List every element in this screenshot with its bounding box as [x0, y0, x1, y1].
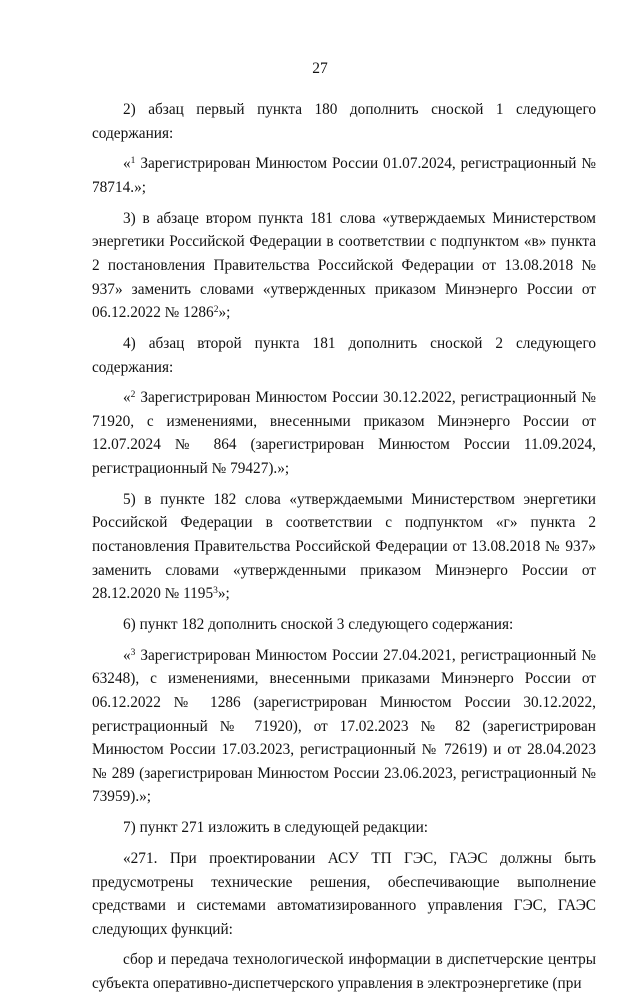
- paragraph: [92, 644, 596, 809]
- paragraph-text: 4) абзац второй пункта 181 дополнить сноской 2 следующего содержания:: [92, 334, 596, 376]
- paragraph-text: Зарегистрирован Минюстом России 27.04.2021, регистрационный № 63248), с изменениями, внесенными приказами Минэнерго России от 06.12.2022 № 1286 (зарегистрирован Минюстом России 30.12.2022, регистрационный № 71920), от 17.02.2023 № 82 (зарегистрирован Минюстом России 17.03.2023, регистрационный № 72619) и от 28.04.2023 № 289 (зарегистрирован Минюстом России 23.06.2023, регистрационный № 73959).»;: [92, 646, 596, 806]
- paragraph-text: 5) в пункте 182 слова «утверждаемыми Министерством энергетики Российской Федерации в соответствии с подпунктом «г» пункта 2 постановления Правительства Российской Федерации от 13.08.2018 № 937» заменить словами «утвержденными приказом Минэнерго России от 28.12.2020 № 1195: [92, 490, 596, 603]
- paragraph: [92, 847, 596, 941]
- paragraph-text: »;: [218, 304, 231, 322]
- footnote-marker: 1: [130, 156, 136, 167]
- page-number: 27: [312, 60, 328, 77]
- paragraph: [92, 207, 596, 325]
- paragraph-text: Зарегистрирован Минюстом России 01.07.2024, регистрационный № 78714.»;: [92, 155, 596, 196]
- footnote-marker: 3: [130, 647, 136, 658]
- paragraph: [92, 98, 596, 145]
- footnote-marker: 3: [213, 586, 218, 596]
- paragraph-text: Зарегистрирован Минюстом России 30.12.2022, регистрационный № 71920, с изменениями, внесенными приказом Минэнерго России от 12.07.2024 № 864 (зарегистрирован Минюстом России 11.09.2024, регистрационный № 79427).»;: [92, 389, 596, 478]
- paragraph: [92, 152, 596, 199]
- paragraph-text: 6) пункт 182 дополнить сноской 3 следующего содержания:: [123, 616, 514, 633]
- document-body: [92, 98, 596, 996]
- paragraph-text: 2) абзац первый пункта 180 дополнить сноской 1 следующего содержания:: [92, 101, 596, 142]
- paragraph: [92, 613, 596, 637]
- paragraph-text: 3) в абзаце втором пункта 181 слова «утверждаемых Министерством энергетики Российской Федерации в соответствии с подпунктом «в» пункта 2 постановления Правительства Российской Федерации от 13.08.2018 № 937» заменить словами «утвержденных приказом Минэнерго России от 06.12.2022 № 1286: [92, 209, 596, 322]
- paragraph: [92, 386, 596, 480]
- paragraph-text: »;: [217, 585, 230, 603]
- paragraph-text: сбор и передача технологической информации в диспетчерские центры субъекта оперативно-диспетчерского управления в электроэнергетике (при: [92, 951, 596, 993]
- paragraph-text: «: [123, 155, 131, 173]
- paragraph: [92, 816, 596, 840]
- footnote-marker: 2: [130, 390, 136, 401]
- paragraph-text: «271. При проектировании АСУ ТП ГЭС, ГАЭС должны быть предусмотрены технические решения, обеспечивающие выполнение средствами и системами автоматизированного управления ГЭС, ГАЭС следующих функций:: [92, 849, 596, 938]
- paragraph: [92, 948, 596, 995]
- paragraph-text: «: [123, 646, 131, 664]
- footnote-marker: 2: [213, 304, 219, 315]
- paragraph-text: 7) пункт 271 изложить в следующей редакции:: [123, 819, 429, 837]
- paragraph: [92, 488, 596, 606]
- paragraph: [92, 332, 596, 379]
- paragraph-text: «: [123, 389, 131, 407]
